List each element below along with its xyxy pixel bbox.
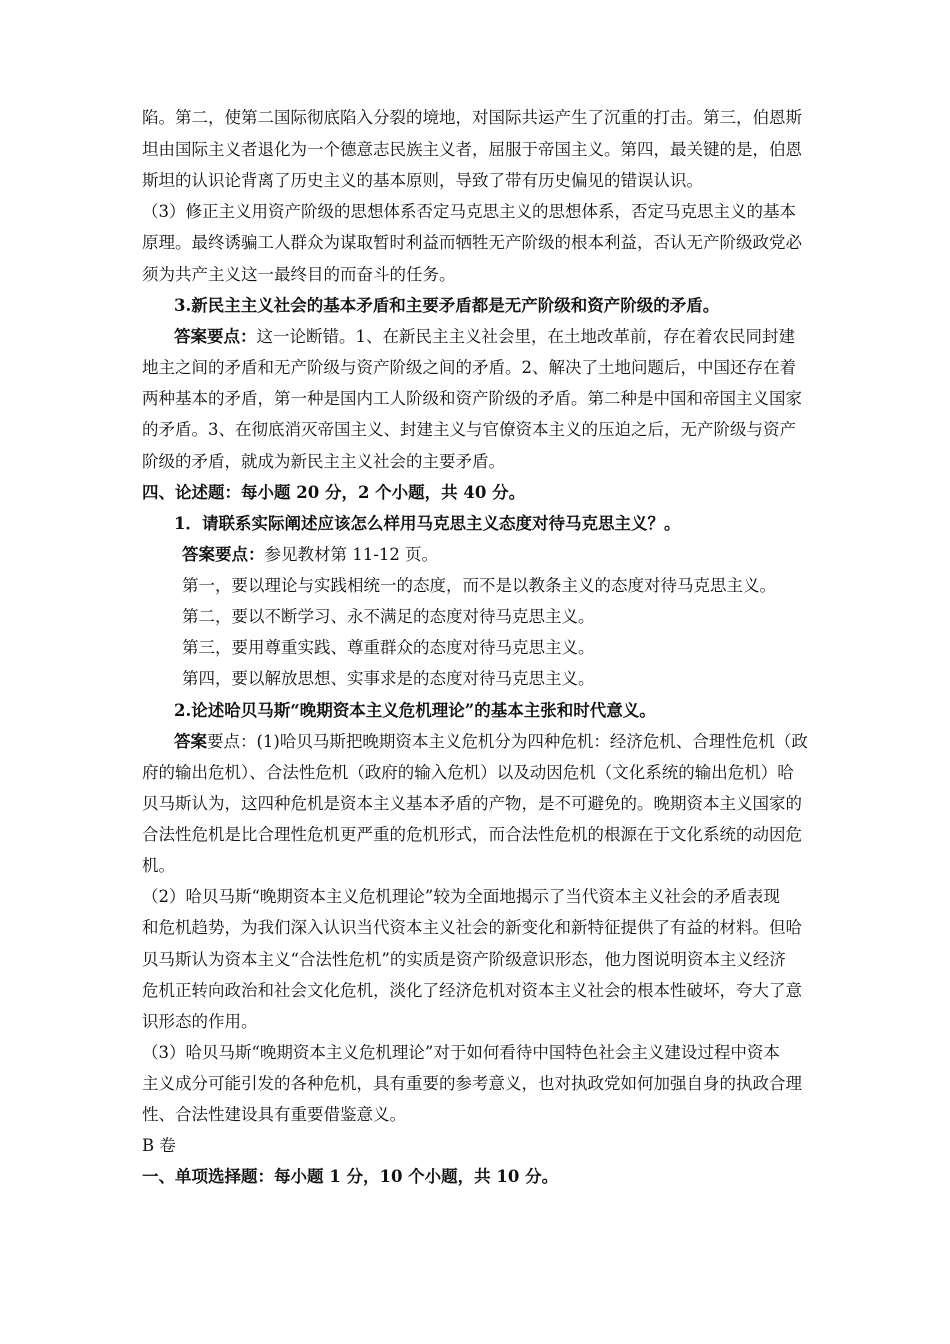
paragraph-line: 府的输出危机）、合法性危机（政府的输入危机）以及动因危机（文化系统的输出危机）哈 — [142, 763, 794, 782]
paragraph-line: 主义成分可能引发的各种危机，具有重要的参考意义，也对执政党如何加强自身的执政合理 — [142, 1074, 802, 1093]
paragraph-line: 危机正转向政治和社会文化危机，淡化了经济危机对资本主义社会的根本性破坏，夸大了意 — [142, 981, 802, 1000]
paragraph-line: 贝马斯认为，这四种危机是资本主义基本矛盾的产物，是不可避免的。晚期资本主义国家的 — [142, 794, 802, 813]
paragraph-line: 须为共产主义这一最终目的而奋斗的任务。 — [142, 265, 456, 284]
answer-label: 答案要点： — [182, 545, 265, 564]
answer-label: 答案 — [174, 732, 207, 751]
paragraph-line: 坦由国际主义者退化为一个德意志民族主义者，屈服于帝国主义。第四，最关键的是，伯恩 — [142, 140, 802, 159]
paragraph-line: 的矛盾。3、在彻底消灭帝国主义、封建主义与官僚资本主义的压迫之后，无产阶级与资产 — [142, 420, 796, 439]
paragraph-line: 原理。最终诱骗工人群众为谋取暂时利益而牺牲无产阶级的根本利益，否认无产阶级政党必 — [142, 233, 802, 252]
paragraph-line: 合法性危机是比合理性危机更严重的危机形式，而合法性危机的根源在于文化系统的动因危 — [142, 825, 802, 844]
paragraph-line: 第三，要用尊重实践、尊重群众的态度对待马克思主义。 — [182, 638, 595, 657]
paragraph-line: 贝马斯认为资本主义“合法性危机”的实质是资产阶级意识形态，他力图说明资本主义经济 — [142, 950, 786, 969]
paragraph-line: 机。 — [142, 856, 175, 875]
paragraph-line: 地主之间的矛盾和无产阶级与资产阶级之间的矛盾。2、解决了土地问题后，中国还存在着 — [142, 358, 796, 377]
paragraph-line: （3）修正主义用资产阶级的思想体系否定马克思主义的思想体系，否定马克思主义的基本 — [142, 202, 796, 221]
paragraph-line: （3）哈贝马斯“晚期资本主义危机理论”对于如何看待中国特色社会主义建设过程中资本 — [142, 1043, 780, 1062]
section-heading: 四、论述题：每小题 20 分，2 个小题，共 40 分。 — [142, 483, 526, 502]
paragraph-line: 第一，要以理论与实践相统一的态度，而不是以教条主义的态度对待马克思主义。 — [182, 576, 776, 595]
paragraph-line: 第二，要以不断学习、永不满足的态度对待马克思主义。 — [182, 607, 595, 626]
question-heading: 3.新民主主义社会的基本矛盾和主要矛盾都是无产阶级和资产阶级的矛盾。 — [174, 296, 720, 315]
paragraph-line: 和危机趋势，为我们深入认识当代资本主义社会的新变化和新特征提供了有益的材料。但哈 — [142, 918, 802, 937]
question-heading: 1．请联系实际阐述应该怎么样用马克思主义态度对待马克思主义？。 — [174, 514, 681, 533]
answer-text: 要点：(1)哈贝马斯把晚期资本主义危机分为四种危机：经济危机、合理性危机（政 — [207, 732, 808, 751]
paragraph-line: 陷。第二，使第二国际彻底陷入分裂的境地，对国际共运产生了沉重的打击。第三，伯恩斯 — [142, 108, 802, 127]
answer-line — [174, 731, 808, 753]
paragraph-line: 两种基本的矛盾，第一种是国内工人阶级和资产阶级的矛盾。第二种是中国和帝国主义国家 — [142, 389, 802, 408]
section-heading: 一、单项选择题：每小题 1 分，10 个小题，共 10 分。 — [142, 1167, 559, 1186]
answer-label: 答案要点： — [174, 327, 257, 346]
answer-text: 参见教材第 11-12 页。 — [264, 545, 439, 564]
section-title: B 卷 — [142, 1136, 176, 1155]
paragraph-line: 阶级的矛盾，就成为新民主主义社会的主要矛盾。 — [142, 452, 505, 471]
paragraph-line: 性、合法性建设具有重要借鉴意义。 — [142, 1105, 406, 1124]
answer-line — [182, 544, 438, 566]
paragraph-line: 斯坦的认识论背离了历史主义的基本原则，导致了带有历史偏见的错误认识。 — [142, 171, 703, 190]
answer-text: 这一论断错。1、在新民主主义社会里，在土地改革前，存在着农民同封建 — [256, 327, 795, 346]
question-heading: 2.论述哈贝马斯“晚期资本主义危机理论”的基本主张和时代意义。 — [174, 701, 656, 720]
paragraph-line: 识形态的作用。 — [142, 1012, 258, 1031]
paragraph-line: 第四，要以解放思想、实事求是的态度对待马克思主义。 — [182, 669, 595, 688]
paragraph-line: （2）哈贝马斯“晚期资本主义危机理论”较为全面地揭示了当代资本主义社会的矛盾表现 — [142, 887, 780, 906]
answer-line — [174, 326, 795, 348]
